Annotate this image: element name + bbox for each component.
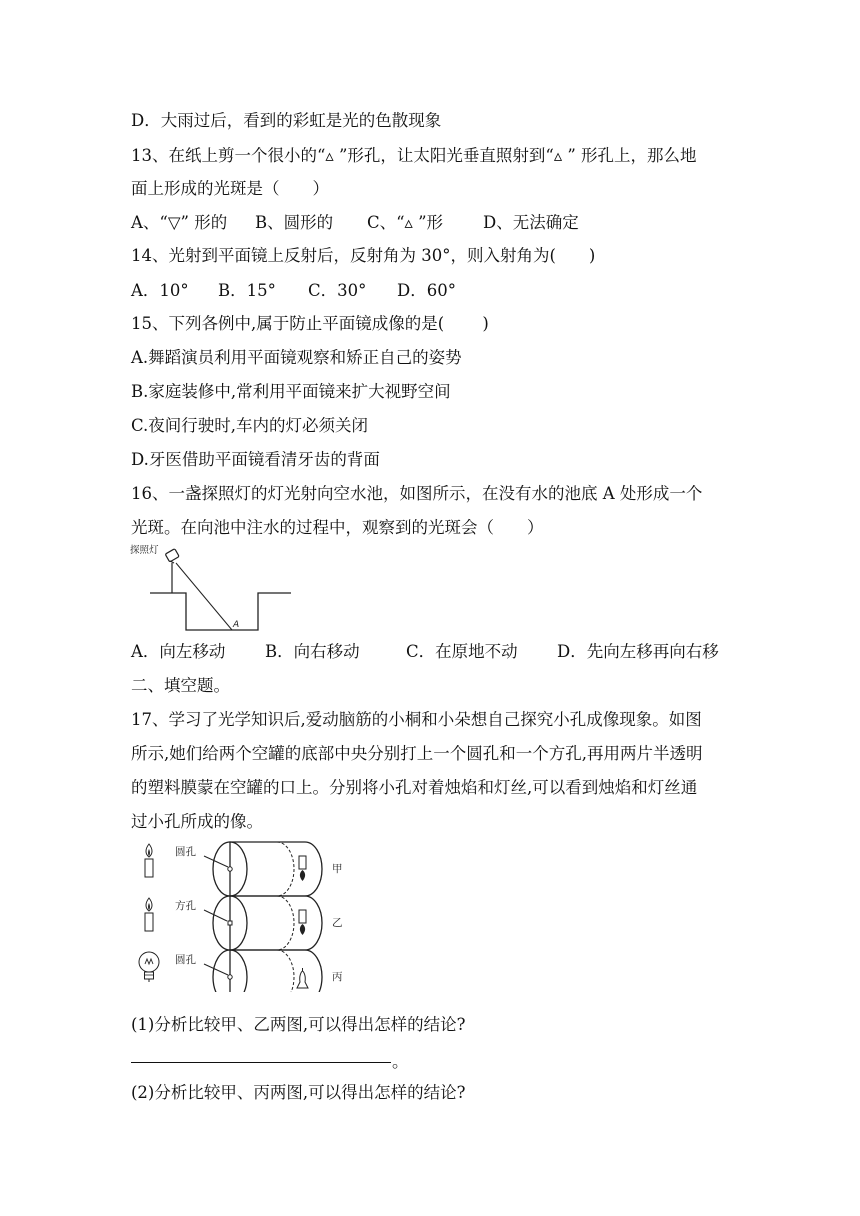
answer-blank-1[interactable] bbox=[131, 1062, 391, 1063]
point-a-label: A bbox=[233, 620, 240, 630]
candle-icon bbox=[145, 898, 153, 931]
light-bulb-icon bbox=[139, 952, 159, 982]
q16-stem-line1: 16、一盏探照灯的灯光射向空水池，如图所示，在没有水的池底 A 处形成一个 bbox=[131, 484, 703, 503]
q15-option-b: B.家庭装修中,常利用平面镜来扩大视野空间 bbox=[131, 382, 451, 401]
pinhole-can-row-3 bbox=[139, 950, 343, 992]
q14-option-b: B．15° bbox=[218, 281, 276, 300]
q13-option-b: B、圆形的 bbox=[255, 213, 334, 232]
q12-option-d: D．大雨过后，看到的彩虹是光的色散现象 bbox=[131, 111, 442, 130]
q14-stem: 14、光射到平面镜上反射后，反射角为 30°，则入射角为( ) bbox=[131, 246, 596, 265]
searchlight-icon bbox=[165, 549, 179, 563]
answer-blank-1-end: 。 bbox=[392, 1052, 409, 1071]
searchlight-label: 探照灯 bbox=[130, 545, 159, 556]
q16-option-b: B．向右移动 bbox=[265, 642, 360, 661]
inverted-candle-image-icon bbox=[299, 910, 306, 935]
light-ray bbox=[176, 563, 232, 630]
figure-tag: 甲 bbox=[332, 863, 343, 875]
q13-option-c: C、“▵ ”形 bbox=[367, 213, 444, 232]
q14-options bbox=[131, 281, 456, 301]
q16-option-c: C．在原地不动 bbox=[406, 642, 518, 661]
q17-stem-line1: 17、学习了光学知识后,爱动脑筋的小桐和小朵想自己探究小孔成像现象。如图 bbox=[131, 710, 702, 729]
hole-label: 圆孔 bbox=[175, 954, 196, 966]
q15-option-a: A.舞蹈演员利用平面镜观察和矫正自己的姿势 bbox=[131, 348, 462, 367]
q14-option-c: C．30° bbox=[308, 281, 367, 300]
figure-tag: 丙 bbox=[332, 971, 343, 983]
q13-stem-line2: 面上形成的光斑是（ ） bbox=[131, 179, 329, 198]
q13-options bbox=[131, 213, 579, 233]
q15-option-d: D.牙医借助平面镜看清牙齿的背面 bbox=[131, 450, 380, 469]
q15-option-c: C.夜间行驶时,车内的灯必须关闭 bbox=[131, 416, 369, 435]
inverted-candle-image-icon bbox=[299, 856, 306, 881]
candle-icon bbox=[145, 844, 153, 877]
q13-stem-line1: 13、在纸上剪一个很小的“▵ ”形孔，让太阳光垂直照射到“▵ ” 形孔上，那么地 bbox=[131, 146, 697, 165]
pinhole-can-row-1 bbox=[145, 842, 343, 896]
q17-stem-line2: 所示,她们给两个空罐的底部中央分别打上一个圆孔和一个方孔,再用两片半透明 bbox=[131, 744, 703, 763]
q16-option-d: D．先向左移再向右移 bbox=[557, 642, 719, 661]
hole-label: 圆孔 bbox=[175, 846, 196, 858]
figure-tag: 乙 bbox=[332, 917, 343, 929]
q17-stem-line3: 的塑料膜蒙在空罐的口上。分别将小孔对着烛焰和灯丝,可以看到烛焰和灯丝通 bbox=[131, 778, 698, 797]
q16-stem-line2: 光斑。在向池中注水的过程中，观察到的光斑会（ ） bbox=[131, 518, 544, 537]
inverted-bulb-image-icon bbox=[297, 968, 308, 988]
q17-subquestion-2: (2)分析比较甲、丙两图,可以得出怎样的结论? bbox=[131, 1083, 466, 1102]
q16-pool-figure bbox=[128, 541, 296, 635]
pool-outline bbox=[150, 593, 291, 630]
q14-option-a: A．10° bbox=[131, 281, 189, 300]
pinhole-can-row-2 bbox=[145, 896, 343, 950]
q13-option-a: A、“▽” 形的 bbox=[131, 213, 228, 232]
q17-pinhole-figure bbox=[128, 834, 356, 992]
q17-subquestion-1: (1)分析比较甲、乙两图,可以得出怎样的结论? bbox=[131, 1015, 466, 1034]
q15-stem: 15、下列各例中,属于防止平面镜成像的是( ) bbox=[131, 314, 489, 333]
q16-option-a: A．向左移动 bbox=[131, 642, 226, 661]
hole-label: 方孔 bbox=[175, 900, 196, 912]
q16-options bbox=[131, 642, 719, 662]
q17-stem-line4: 过小孔所成的像。 bbox=[131, 812, 263, 831]
q13-option-d: D、无法确定 bbox=[483, 213, 579, 232]
q14-option-d: D．60° bbox=[397, 281, 456, 300]
section-heading-fill-blank: 二、填空题。 bbox=[131, 676, 230, 695]
